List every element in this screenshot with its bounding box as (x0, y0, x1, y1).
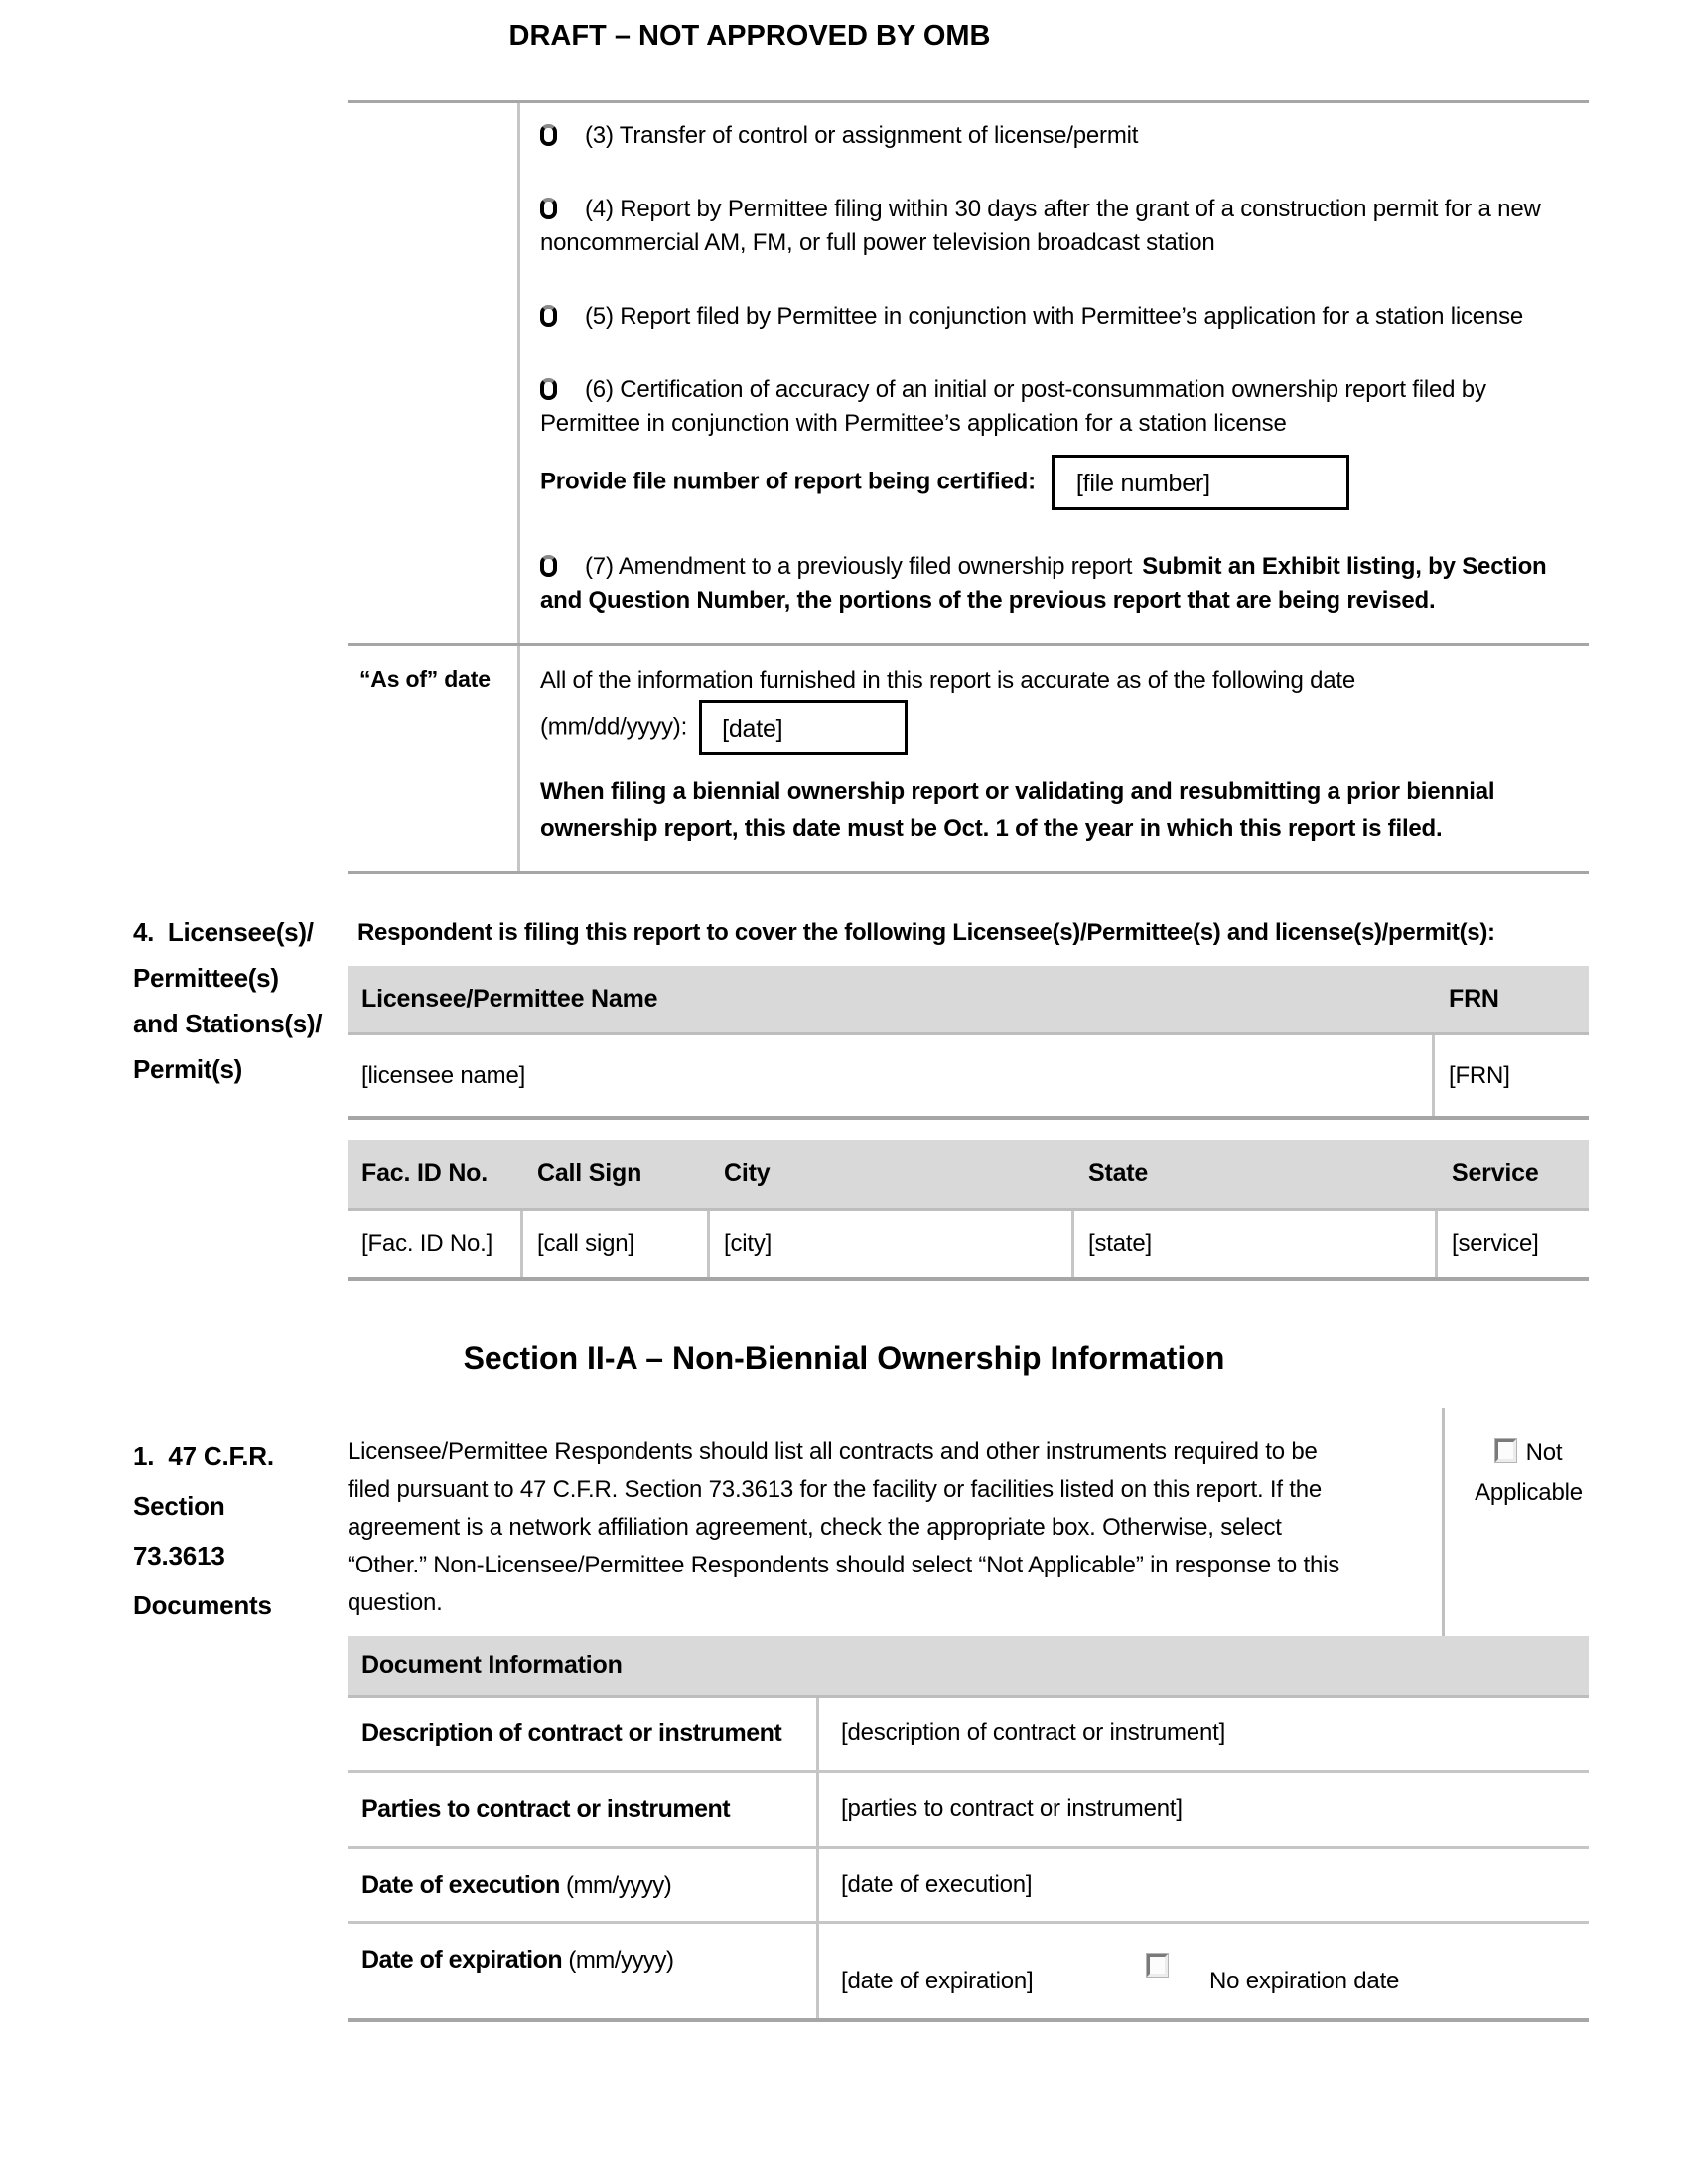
question-1-label-line4: Documents (133, 1590, 272, 1620)
report-type-option-5 (540, 300, 1569, 334)
report-type-table (348, 100, 1589, 874)
option-6-radio-icon[interactable] (540, 378, 557, 400)
date-of-execution-label: Date of execution (361, 1871, 560, 1899)
not-applicable-checkbox[interactable] (1495, 1439, 1516, 1462)
question-1-instructions: Licensee/Permittee Respondents should list all contracts and other instruments required to be filed pursuant to 47 C.F.R. Section 73.3613 for the facility or facilities listed on this report. If the agreement is a network affiliation agreement, check the appropriate box. Otherwise, select “Other.” Non-Licensee/Permittee Respondents should select “Not Applicable” in response to this question. (348, 1438, 1340, 1616)
call-sign-value: [call sign] (523, 1211, 710, 1277)
description-value[interactable]: [description of contract or instrument] (841, 1719, 1226, 1746)
licensee-name-value: [licensee name] (348, 1035, 1435, 1116)
no-expiration-label: No expiration date (1209, 1968, 1400, 1994)
date-of-expiration-row (348, 1924, 1589, 2018)
service-value: [service] (1452, 1230, 1539, 1257)
report-type-options-row (348, 103, 1589, 643)
date-of-expiration-label-cell (348, 1924, 819, 2018)
report-type-row-label-cell (348, 103, 520, 643)
station-table-row (348, 1211, 1589, 1281)
date-of-expiration-value[interactable]: [date of expiration] (841, 1968, 1034, 1994)
section-4-label (133, 909, 356, 1092)
section-4-intro: Respondent is filing this report to cover the following Licensee(s)/Permittee(s) and license(s)/permit(s): (357, 919, 1495, 946)
fac-id-header: Fac. ID No. (361, 1160, 488, 1187)
section-4-label-line2: Permittee(s) (133, 963, 279, 993)
date-of-execution-label-suffix: (mm/yyyy) (559, 1872, 672, 1899)
question-1-label (133, 1432, 352, 1630)
date-of-expiration-label: Date of expiration (361, 1946, 563, 1974)
report-type-option-7 (540, 550, 1569, 617)
state-value: [state] (1074, 1211, 1438, 1277)
parties-label: Parties to contract or instrument (361, 1795, 731, 1823)
option-6-label: (6) Certification of accuracy of an initial or post-consummation ownership report filed by Permittee in conjunction with Permittee’s application for a station license (540, 376, 1486, 437)
option-7-bold-note: Submit an Exhibit listing, by Section and Question Number, the portions of the previous report that are being revised. (540, 553, 1547, 614)
question-1-divider (1442, 1408, 1445, 1636)
parties-value[interactable]: [parties to contract or instrument] (841, 1795, 1183, 1822)
report-type-option-6 (540, 373, 1569, 441)
option-4-radio-icon[interactable] (540, 198, 557, 219)
document-information-header: Document Information (348, 1636, 1589, 1698)
option-7-label: (7) Amendment to a previously filed ownership report (585, 553, 1133, 580)
as-of-date-input[interactable]: [date] (699, 700, 908, 755)
station-table (348, 1140, 1589, 1281)
licensee-name-header: Licensee/Permittee Name (361, 985, 658, 1013)
city-header: City (724, 1160, 771, 1187)
section-2a-heading: Section II-A – Non-Biennial Ownership Information (463, 1340, 1225, 1376)
as-of-date-row (348, 643, 1589, 871)
service-header: Service (1452, 1160, 1539, 1187)
page-title: DRAFT – NOT APPROVED BY OMB (508, 20, 991, 52)
as-of-line1: All of the information furnished in this report is accurate as of the following date (540, 667, 1355, 694)
file-number-input[interactable]: [file number] (1052, 455, 1349, 510)
section-4-label-line4: Permit(s) (133, 1054, 242, 1084)
question-1-label-line1: 1. 47 C.F.R. (133, 1441, 274, 1471)
description-label-cell (348, 1698, 819, 1770)
date-of-execution-label-cell (348, 1849, 819, 1921)
option-7-radio-icon[interactable] (540, 555, 557, 577)
as-of-note: When filing a biennial ownership report or validating and resubmitting a prior biennial ownership report, this date must be Oct. 1 of the year in which this report is filed. (540, 778, 1495, 842)
option-3-radio-icon[interactable] (540, 124, 557, 146)
parties-label-cell (348, 1773, 819, 1846)
state-header: State (1088, 1160, 1149, 1187)
date-of-execution-row (348, 1849, 1589, 1924)
section-4-label-line3: and Stations(s)/ (133, 1009, 323, 1038)
city-value: [city] (710, 1211, 1074, 1277)
file-number-line (540, 455, 1569, 510)
section-4-label-line1: 4. Licensee(s)/ (133, 917, 314, 947)
document-information-table (348, 1636, 1589, 2022)
date-of-expiration-label-suffix: (mm/yyyy) (562, 1947, 674, 1974)
date-of-execution-value[interactable]: [date of execution] (841, 1871, 1033, 1898)
as-of-row-label: “As of” date (348, 646, 520, 871)
description-label: Description of contract or instrument (361, 1719, 782, 1747)
licensee-table-header (348, 966, 1589, 1035)
option-5-label: (5) Report filed by Permittee in conjunction with Permittee’s application for a station license (585, 303, 1524, 330)
frn-value: [FRN] (1449, 1061, 1510, 1089)
call-sign-header: Call Sign (537, 1160, 642, 1187)
option-3-label: (3) Transfer of control or assignment of license/permit (585, 122, 1139, 149)
licensee-table (348, 966, 1589, 1120)
as-of-text (540, 662, 1569, 755)
file-number-label: Provide file number of report being certified: (540, 468, 1036, 495)
report-type-option-3 (540, 119, 1569, 153)
frn-header: FRN (1449, 985, 1499, 1013)
date-of-expiration-value-cell (819, 1924, 1589, 2018)
as-of-content-cell (520, 646, 1589, 871)
fac-id-value: [Fac. ID No.] (348, 1211, 523, 1277)
option-4-label: (4) Report by Permittee filing within 30 days after the grant of a construction permit for a new noncommercial AM, FM, or full power television broadcast station (540, 196, 1541, 256)
not-applicable-option (1452, 1433, 1606, 1513)
description-row (348, 1698, 1589, 1773)
question-1-label-line3: 73.3613 (133, 1541, 225, 1570)
not-applicable-label: Not Applicable (1475, 1439, 1583, 1506)
question-1-label-line2: Section (133, 1491, 225, 1521)
report-type-options-cell (520, 103, 1589, 643)
as-of-line2: (mm/dd/yyyy): (540, 713, 688, 741)
option-5-radio-icon[interactable] (540, 305, 557, 327)
licensee-table-row (348, 1035, 1589, 1120)
report-type-option-4 (540, 193, 1569, 260)
no-expiration-checkbox[interactable] (1147, 1954, 1168, 1977)
parties-row (348, 1773, 1589, 1849)
station-table-header (348, 1140, 1589, 1211)
